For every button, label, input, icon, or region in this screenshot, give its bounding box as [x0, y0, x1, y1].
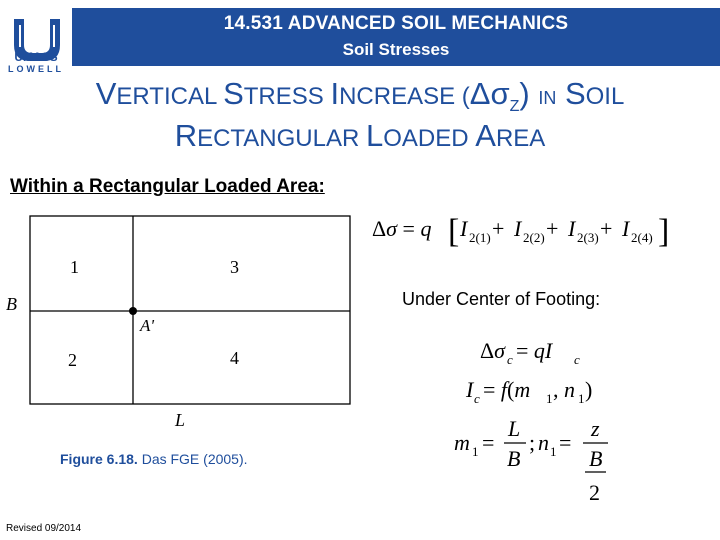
svg-text:2(1): 2(1) [469, 230, 491, 245]
svg-text:I: I [466, 377, 474, 402]
title-part: NCREASE ( [339, 83, 470, 110]
equation-m1-n1 [452, 412, 622, 508]
svg-text:+: + [600, 216, 613, 241]
title-part: A [475, 118, 496, 153]
svg-text:c: c [574, 352, 580, 367]
title-part: ERTICAL [116, 83, 224, 110]
quadrant-label-4: 4 [230, 348, 239, 368]
rectangular-area-diagram [0, 210, 360, 435]
svg-text:I: I [622, 216, 630, 241]
svg-text:]: ] [658, 213, 670, 250]
svg-text:=: = [559, 430, 572, 455]
title-part: TRESS [243, 83, 331, 110]
svg-text:;: ; [529, 430, 536, 455]
caption-bold: Figure 6.18. [60, 451, 138, 467]
svg-text:2(4): 2(4) [631, 230, 653, 245]
quadrant-label-2: 2 [68, 350, 77, 370]
svg-text:Δσ: Δσ [480, 338, 506, 363]
title-part: Z [509, 98, 520, 116]
svg-text:[: [ [448, 213, 460, 250]
equation-delta-sigma-c [478, 334, 618, 368]
svg-text:=: = [482, 430, 495, 455]
svg-text:I: I [568, 216, 576, 241]
title-part: ECTANGULAR [197, 125, 366, 152]
svg-text:c: c [474, 391, 480, 406]
title-part: I [330, 76, 340, 111]
svg-text:1: 1 [472, 444, 479, 459]
section-subtitle: Within a Rectangular Loaded Area: [10, 176, 325, 197]
svg-text:B: B [507, 446, 521, 471]
title-part: R [174, 118, 198, 153]
caption-rest: Das FGE (2005). [137, 451, 248, 467]
svg-text:I: I [460, 216, 468, 241]
svg-text:n: n [538, 430, 549, 455]
equation-ic [464, 373, 624, 409]
equation-delta-sigma [368, 206, 698, 250]
logo-word-umass: UMASS [14, 50, 58, 64]
svg-text:z: z [591, 416, 600, 441]
svg-text:+: + [492, 216, 505, 241]
svg-text:c: c [507, 352, 513, 367]
title-part: OADED [383, 125, 476, 152]
svg-text:, n: , n [553, 377, 575, 402]
title-part: L [366, 118, 384, 153]
svg-text:= f(m: = f(m [483, 377, 531, 402]
svg-text:B: B [589, 446, 603, 471]
title-part: ) [519, 76, 539, 111]
svg-text:1: 1 [578, 391, 585, 406]
logo-word-lowell: LOWELL [8, 64, 64, 74]
footing-outline [30, 216, 350, 404]
title-part: S [223, 76, 244, 111]
svg-text:= qI: = qI [516, 338, 553, 363]
svg-text:): ) [585, 377, 593, 402]
point-a-prime-marker [129, 307, 137, 315]
quadrant-label-3: 3 [230, 257, 239, 277]
svg-text:2(3): 2(3) [577, 230, 599, 245]
title-part: IN [538, 88, 557, 108]
course-title: 14.531 ADVANCED SOIL MECHANICS [223, 13, 569, 34]
svg-text:2(2): 2(2) [523, 230, 545, 245]
topic-subtitle: Soil Stresses [342, 40, 450, 59]
label-b: B [6, 294, 17, 314]
svg-text:I: I [514, 216, 522, 241]
under-center-label: Under Center of Footing: [402, 289, 601, 309]
svg-text:1: 1 [546, 391, 553, 406]
title-part: OIL [585, 83, 625, 110]
revised-date: Revised 09/2014 [6, 523, 82, 534]
slide-title-line1 [0, 76, 720, 116]
svg-text:1: 1 [550, 444, 557, 459]
svg-text:m: m [454, 430, 470, 455]
svg-text:+: + [546, 216, 559, 241]
label-a-prime: A' [140, 316, 155, 335]
title-part: REA [495, 125, 546, 152]
title-part: Δσ [469, 76, 510, 111]
figure-caption [60, 451, 248, 467]
label-l: L [175, 410, 186, 430]
svg-text:L: L [508, 416, 521, 441]
svg-text:2: 2 [589, 480, 600, 505]
title-part: S [556, 76, 586, 111]
slide-title-line2 [0, 118, 720, 154]
svg-text:Δσ = q: Δσ = q [372, 216, 432, 241]
title-part: V [95, 76, 117, 111]
quadrant-label-1: 1 [70, 257, 79, 277]
